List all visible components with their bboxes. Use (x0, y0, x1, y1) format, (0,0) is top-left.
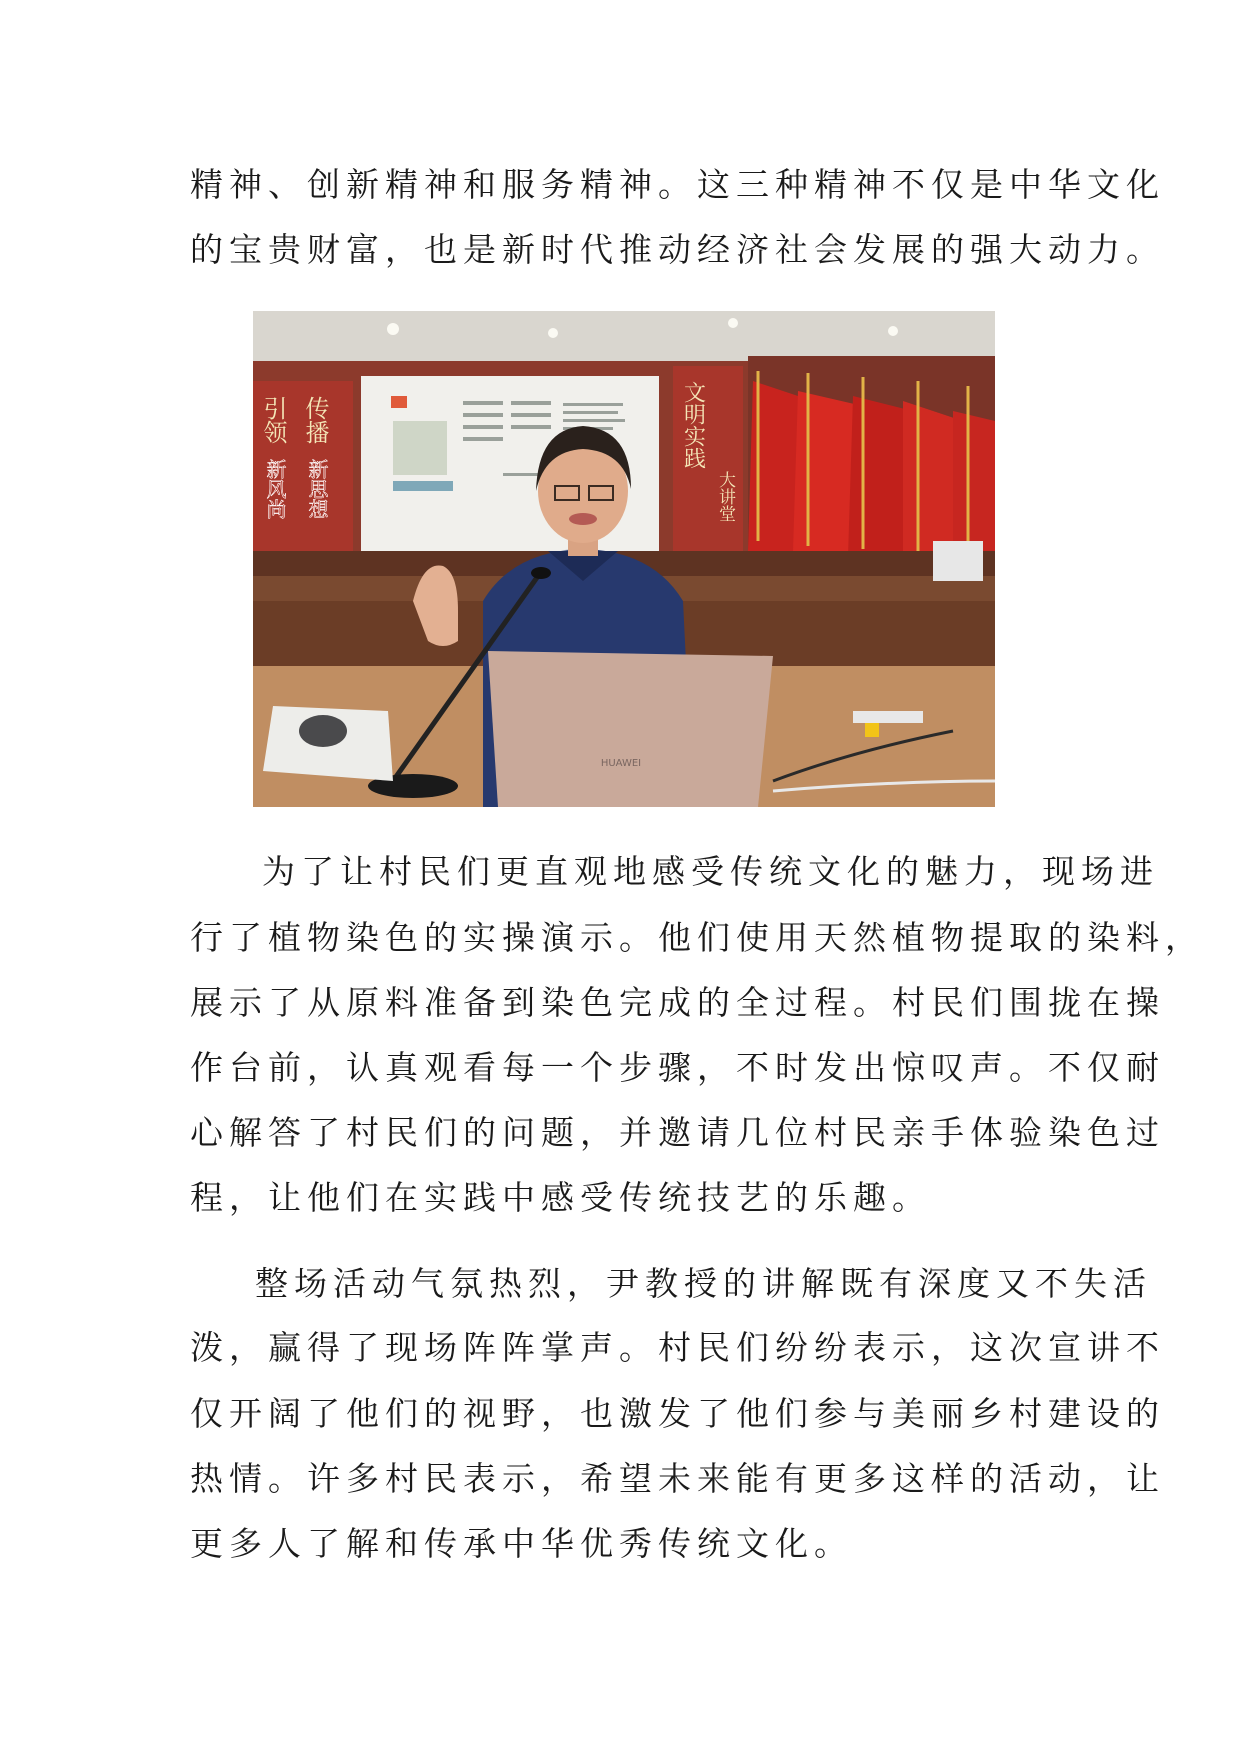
paragraph-2-line-6: 程，让他们在实践中感受传统技艺的乐趣。 (190, 1178, 931, 1217)
paragraph-2-line-5: 心解答了村民们的问题，并邀请几位村民亲手体验染色过 (190, 1113, 1165, 1152)
paragraph-3-line-4: 热情。许多村民表示，希望未来能有更多这样的活动，让 (190, 1459, 1165, 1498)
paragraph-3-line-5: 更多人了解和传承中华优秀传统文化。 (190, 1524, 853, 1563)
lecture-photo (253, 311, 995, 807)
banner-right-big: 文明实践 (680, 381, 706, 469)
laptop-brand: HUAWEI (600, 758, 642, 769)
paragraph-3-line-1: 整场活动气氛热烈，尹教授的讲解既有深度又不失活 (255, 1264, 1152, 1303)
banner-left-big-2: 传播 (301, 396, 329, 444)
banner-right-small: 大讲堂 (715, 471, 735, 522)
banner-left-small-1: 新风尚 (263, 459, 287, 519)
banner-left-big-1: 引领 (259, 396, 287, 444)
paragraph-2-line-3: 展示了从原料准备到染色完成的全过程。村民们围拢在操 (190, 983, 1165, 1022)
paragraph-top-line-1: 精神、创新精神和服务精神。这三种精神不仅是中华文化 (190, 165, 1165, 204)
paragraph-2-line-1: 为了让村民们更直观地感受传统文化的魅力，现场进 (262, 852, 1159, 891)
paragraph-3-line-3: 仅开阔了他们的视野，也激发了他们参与美丽乡村建设的 (190, 1394, 1165, 1433)
banner-left-small-2: 新思想 (305, 459, 329, 519)
paragraph-2-line-4: 作台前，认真观看每一个步骤，不时发出惊叹声。不仅耐 (190, 1048, 1165, 1087)
paragraph-2-line-2: 行了植物染色的实操演示。他们使用天然植物提取的染料， (190, 918, 1204, 957)
paragraph-top-line-2: 的宝贵财富，也是新时代推动经济社会发展的强大动力。 (190, 230, 1165, 269)
paragraph-3-line-2: 泼，赢得了现场阵阵掌声。村民们纷纷表示，这次宣讲不 (190, 1328, 1165, 1367)
